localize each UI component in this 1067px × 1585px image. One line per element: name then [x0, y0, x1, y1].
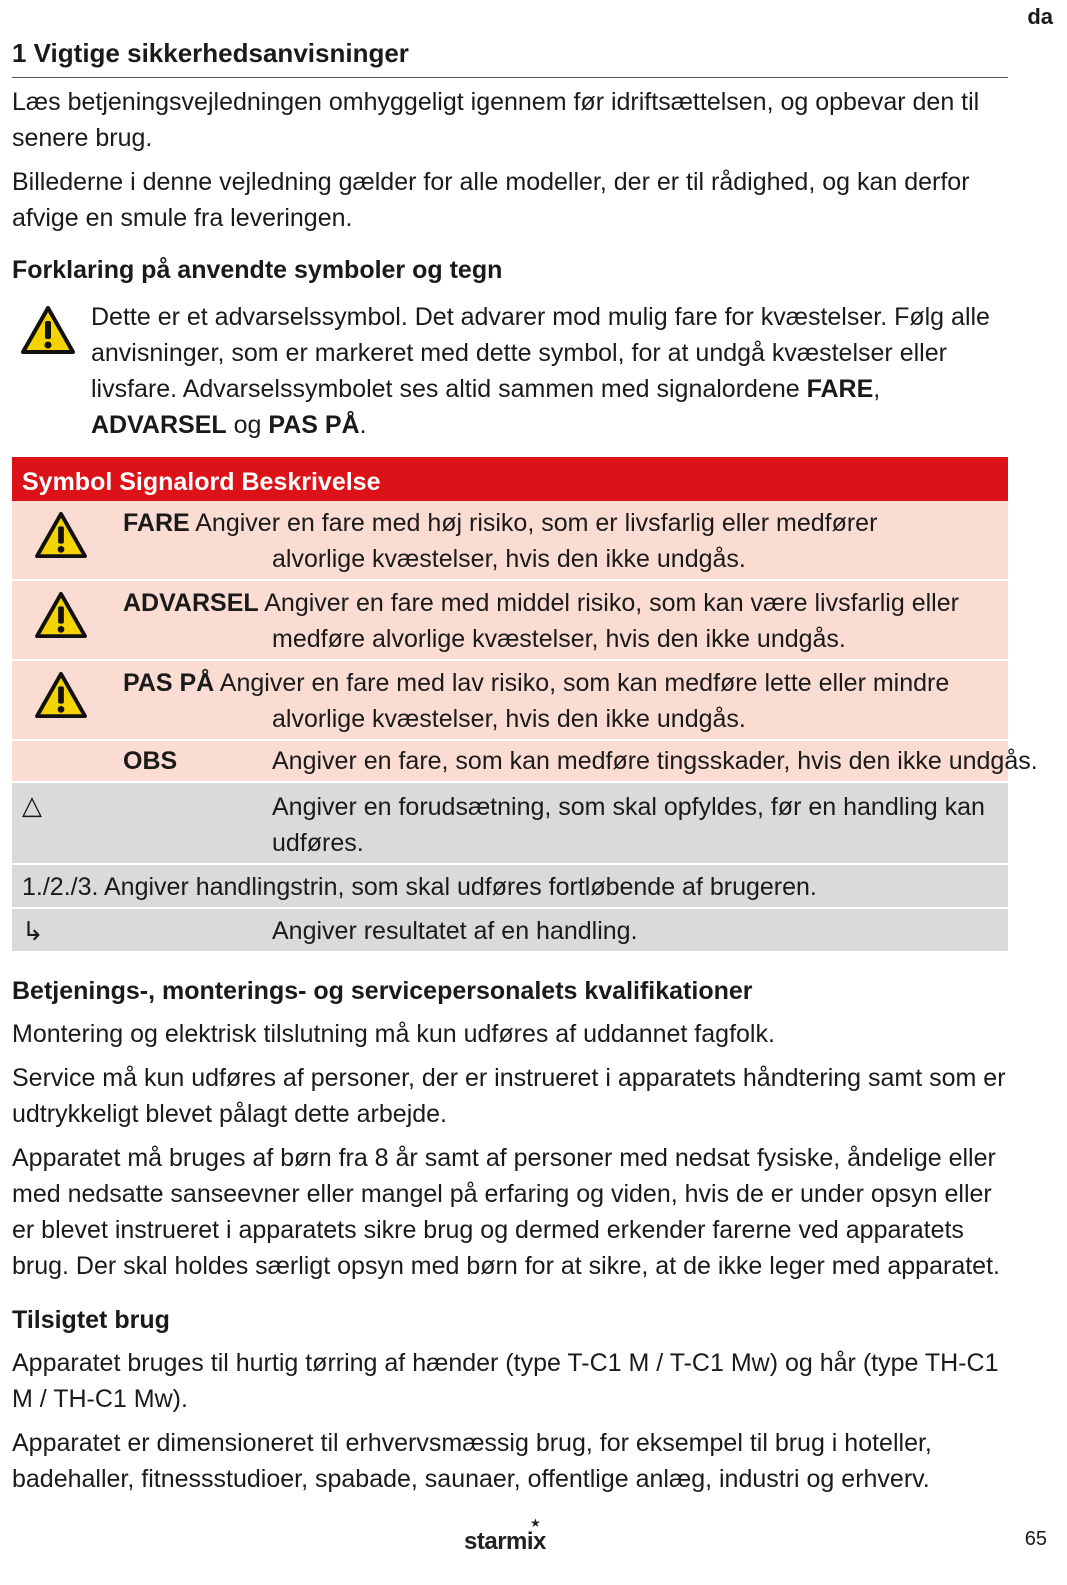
table-row-pas-paa	[12, 661, 1008, 741]
warning-explanation-text: Dette er et advarselssymbol. Det advarer mod mulig fare for kvæstelser. Følg alle anvisninger, som er markeret med dette symbol, for at undgå kvæstelser eller livsfare. Advarselssymbolet ses altid sammen med signalordene FARE, ADVARSEL og PAS PÅ.	[91, 303, 990, 439]
prerequisite-triangle-icon: △	[22, 790, 42, 820]
row-description: Angiver en forudsætning, som skal opfyldes, før en handling kan udføres.	[272, 793, 985, 857]
symbol-table	[12, 457, 1038, 953]
table-row-fare	[12, 501, 1008, 581]
qualifications-paragraph-3: Apparatet må bruges af børn fra 8 år samt af personer med nedsat fysiske, åndelige eller med nedsatte sanseevner eller mangel på erfaring og viden, hvis de er under opsyn eller er blevet instrueret i apparatets sikre brug og dermed erkender farerne ved apparatets brug. Der skal holdes særligt opsyn med børn for at sikre, at de ikke leger med apparatet.	[12, 1144, 1000, 1280]
signal-word: PAS PÅ	[123, 669, 215, 697]
symbol-table-header: Symbol Signalord Beskrivelse	[12, 457, 1008, 501]
starmix-logo: starmix ★	[464, 1516, 546, 1555]
qualifications-paragraph-2: Service må kun udføres af personer, der er instrueret i apparatets håndtering samt som er udtrykkeligt blevet pålagt dette arbejde.	[12, 1064, 1006, 1128]
page-content	[12, 38, 1038, 1505]
symbols-heading: Forklaring på anvendte symboler og tegn	[12, 256, 503, 284]
signal-word: OBS	[123, 747, 178, 775]
warning-triangle-icon	[20, 305, 76, 355]
signal-word: FARE	[123, 509, 190, 537]
signal-word: ADVARSEL	[123, 589, 259, 617]
table-row-advarsel	[12, 581, 1008, 661]
language-code: da	[1027, 4, 1053, 29]
row-description: 1./2./3. Angiver handlingstrin, som skal udføres fortløbende af brugeren.	[22, 873, 817, 901]
intended-use-paragraph-2: Apparatet er dimensioneret til erhvervsmæssig brug, for eksempel til brug i hoteller, badehaller, fitnessstudioer, spabade, saunaer, offentlige anlæg, industri og erhverv.	[12, 1429, 932, 1493]
row-description: Angiver resultatet af en handling.	[272, 917, 638, 945]
warning-triangle-icon	[34, 591, 88, 639]
warning-triangle-icon	[34, 511, 88, 559]
section-heading: 1 Vigtige sikkerhedsanvisninger	[12, 38, 1008, 78]
result-arrow-icon: ↳	[22, 916, 44, 946]
table-row-obs	[12, 741, 1038, 783]
row-line1: PAS PÅ Angiver en fare med lav risiko, som kan medføre lette eller mindre	[123, 669, 950, 697]
table-row-steps	[12, 865, 1008, 909]
intro-paragraph: Læs betjeningsvejledningen omhyggeligt igennem før idriftsættelsen, og opbevar den til senere brug.	[12, 88, 980, 152]
row-line1: FARE Angiver en fare med høj risiko, som er livsfarlig eller medfører	[123, 509, 878, 537]
star-icon: ★	[530, 1516, 541, 1530]
intended-use-heading: Tilsigtet brug	[12, 1306, 170, 1334]
images-note-paragraph: Billederne i denne vejledning gælder for alle modeller, der er til rådighed, og kan derfor afvige en smule fra leveringen.	[12, 168, 970, 232]
row-line2: alvorlige kvæstelser, hvis den ikke undgås.	[272, 545, 746, 573]
row-line2: alvorlige kvæstelser, hvis den ikke undgås.	[272, 705, 746, 733]
warning-symbol-explanation	[12, 299, 1008, 443]
warning-triangle-icon	[34, 671, 88, 719]
table-row-result	[12, 909, 1008, 953]
qualifications-paragraph-1: Montering og elektrisk tilslutning må kun udføres af uddannet fagfolk.	[12, 1020, 775, 1048]
row-line2: medføre alvorlige kvæstelser, hvis den ikke undgås.	[272, 625, 846, 653]
table-row-prerequisite	[12, 783, 1008, 865]
page-number: 65	[1024, 1528, 1047, 1550]
row-description: Angiver en fare, som kan medføre tingsskader, hvis den ikke undgås.	[272, 747, 1038, 775]
qualifications-heading: Betjenings-, monterings- og servicepersonalets kvalifikationer	[12, 977, 753, 1005]
intended-use-paragraph-1: Apparatet bruges til hurtig tørring af hænder (type T-C1 M / T-C1 Mw) og hår (type TH-C1 M / TH-C1 Mw).	[12, 1349, 999, 1413]
row-line1: ADVARSEL Angiver en fare med middel risiko, som kan være livsfarlig eller	[123, 589, 959, 617]
